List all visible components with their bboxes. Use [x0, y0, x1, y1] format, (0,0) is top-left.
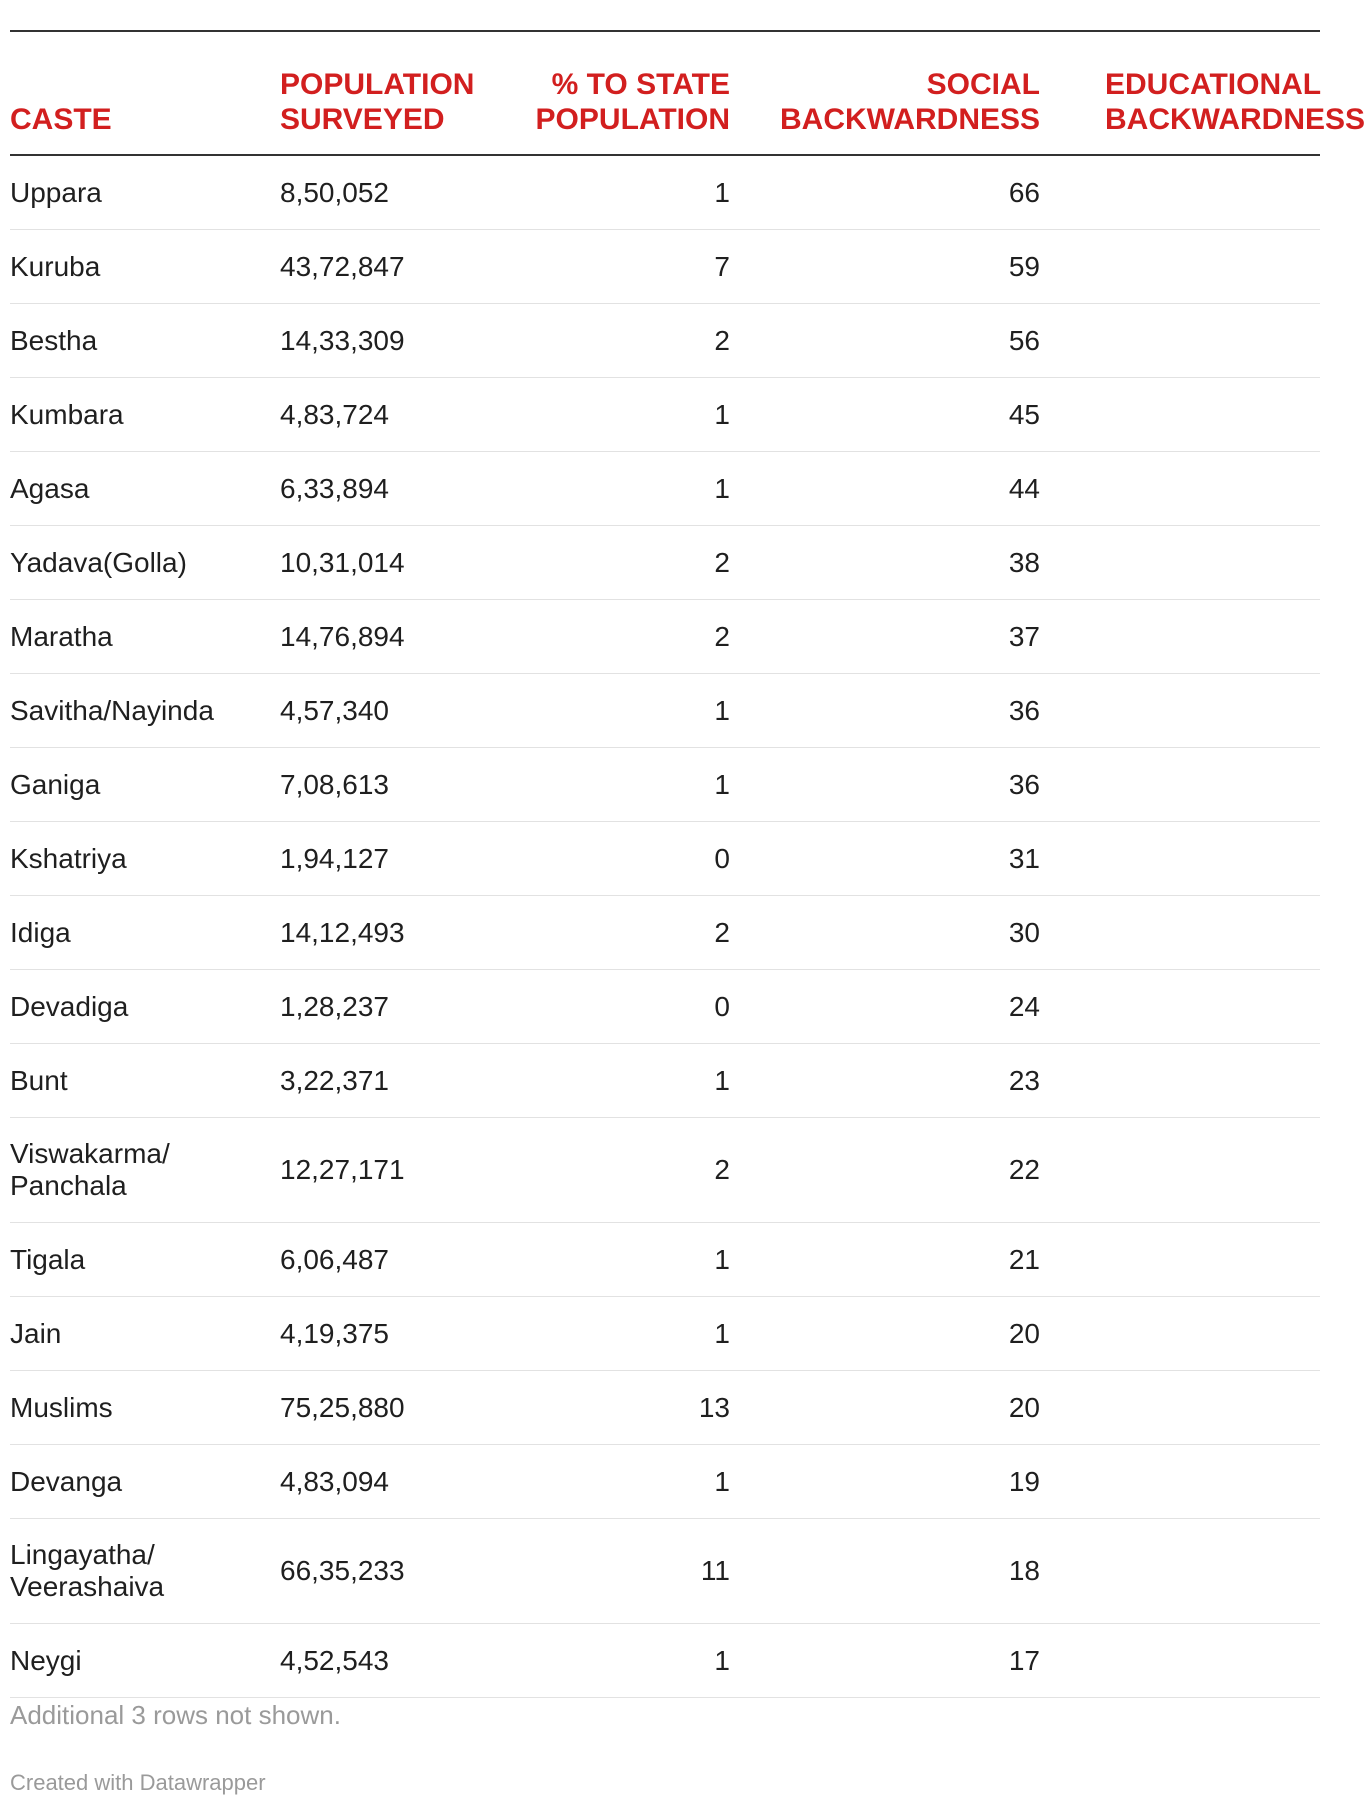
cell-percent: 1: [714, 176, 730, 208]
cell-educational-backwardness: [1040, 526, 1320, 600]
column-header-educational[interactable]: EDUCATIONAL BACKWARDNESS: [1105, 68, 1365, 136]
cell-social-backwardness: 21: [1008, 1243, 1040, 1275]
cell-population: 3,22,371: [280, 1064, 389, 1096]
cell-caste: Devadiga: [10, 990, 129, 1022]
cell-caste: Devanga: [10, 1465, 123, 1497]
cell-population: 12,27,171: [280, 1154, 405, 1185]
cell-educational-backwardness: [1040, 1519, 1320, 1624]
cell-population: 6,33,894: [280, 472, 389, 504]
cell-population: 1,94,127: [280, 842, 389, 874]
cell-social-backwardness: 44: [1008, 472, 1040, 504]
cell-educational-backwardness: [1040, 1624, 1320, 1698]
cell-social-backwardness: 30: [1008, 916, 1040, 948]
cell-population: 14,76,894: [280, 620, 405, 652]
cell-population: 7,08,613: [280, 768, 389, 800]
cell-percent: 0: [714, 990, 730, 1022]
cell-caste: Maratha: [10, 620, 113, 652]
cell-educational-backwardness: [1040, 1223, 1320, 1297]
cell-educational-backwardness: [1040, 230, 1320, 304]
datawrapper-credit[interactable]: Created with Datawrapper: [10, 1770, 266, 1795]
table-row: [10, 674, 1320, 748]
cell-caste: Bestha: [10, 324, 98, 356]
cell-population: 4,57,340: [280, 694, 389, 726]
cell-percent: 1: [714, 768, 730, 800]
column-header-social[interactable]: SOCIAL BACKWARDNESS: [780, 68, 1041, 136]
table-row: [10, 1445, 1320, 1519]
cell-population: 43,72,847: [280, 250, 405, 282]
cell-social-backwardness: 37: [1008, 620, 1040, 652]
cell-social-backwardness: 66: [1008, 176, 1040, 208]
table-row: [10, 1118, 1320, 1223]
cell-social-backwardness: 24: [1008, 990, 1040, 1022]
cell-social-backwardness: 59: [1008, 250, 1040, 282]
cell-percent: 1: [714, 1243, 730, 1275]
table-row: [10, 970, 1320, 1044]
cell-social-backwardness: 18: [1008, 1555, 1040, 1586]
cell-caste: Idiga: [10, 916, 71, 948]
cell-percent: 2: [714, 1154, 730, 1185]
data-table-container: [10, 30, 1365, 1698]
cell-social-backwardness: 56: [1008, 324, 1040, 356]
cell-social-backwardness: 36: [1008, 768, 1040, 800]
cell-caste: Muslims: [10, 1391, 113, 1423]
cell-caste: Yadava(Golla): [10, 546, 187, 578]
header-row: [10, 31, 1320, 155]
cell-percent: 1: [714, 1317, 730, 1349]
cell-percent: 2: [714, 546, 730, 578]
cell-educational-backwardness: [1040, 822, 1320, 896]
cell-percent: 1: [714, 398, 730, 430]
cell-percent: 2: [714, 620, 730, 652]
cell-social-backwardness: 31: [1008, 842, 1040, 874]
cell-percent: 7: [714, 250, 730, 282]
table-row: [10, 1624, 1320, 1698]
cell-percent: 1: [714, 472, 730, 504]
cell-population: 14,12,493: [280, 916, 405, 948]
table-row: [10, 822, 1320, 896]
cell-percent: 11: [700, 1555, 730, 1586]
cell-percent: 2: [714, 324, 730, 356]
cell-social-backwardness: 22: [1008, 1154, 1040, 1185]
cell-population: 4,19,375: [280, 1317, 389, 1349]
cell-caste: Ganiga: [10, 768, 101, 800]
cell-educational-backwardness: [1040, 600, 1320, 674]
cell-educational-backwardness: [1040, 1297, 1320, 1371]
table-row: [10, 526, 1320, 600]
cell-educational-backwardness: [1040, 1371, 1320, 1445]
table-row: [10, 452, 1320, 526]
column-header-population[interactable]: POPULATION SURVEYED: [280, 68, 475, 136]
cell-percent: 13: [698, 1391, 730, 1423]
cell-social-backwardness: 20: [1008, 1391, 1040, 1423]
table-row: [10, 378, 1320, 452]
cell-percent: 2: [714, 916, 730, 948]
cell-educational-backwardness: [1040, 970, 1320, 1044]
footnote-rows-hidden: Additional 3 rows not shown.: [10, 1700, 341, 1730]
cell-caste: Kuruba: [10, 250, 101, 282]
cell-educational-backwardness: [1040, 896, 1320, 970]
cell-caste: Kshatriya: [10, 842, 127, 874]
cell-educational-backwardness: [1040, 748, 1320, 822]
table-row: [10, 1371, 1320, 1445]
table-row: [10, 155, 1320, 230]
cell-educational-backwardness: [1040, 1044, 1320, 1118]
caste-table: [10, 30, 1365, 1698]
cell-population: 4,52,543: [280, 1644, 389, 1676]
table-body: [10, 155, 1320, 1698]
cell-population: 4,83,724: [280, 398, 389, 430]
cell-percent: 0: [714, 842, 730, 874]
table-row: [10, 748, 1320, 822]
cell-educational-backwardness: [1040, 1445, 1320, 1519]
table-row: [10, 1519, 1320, 1624]
table-row: [10, 304, 1320, 378]
cell-caste: Viswakarma/ Panchala: [10, 1138, 170, 1201]
cell-social-backwardness: 45: [1008, 398, 1040, 430]
cell-population: 75,25,880: [280, 1391, 405, 1423]
cell-social-backwardness: 17: [1008, 1644, 1040, 1676]
cell-population: 8,50,052: [280, 176, 389, 208]
cell-population: 10,31,014: [280, 546, 405, 578]
cell-social-backwardness: 20: [1008, 1317, 1040, 1349]
cell-caste: Neygi: [10, 1644, 82, 1676]
cell-social-backwardness: 38: [1008, 546, 1040, 578]
cell-population: 1,28,237: [280, 990, 389, 1022]
table-row: [10, 1044, 1320, 1118]
cell-caste: Savitha/Nayinda: [10, 694, 214, 726]
table-row: [10, 1223, 1320, 1297]
column-header-caste[interactable]: CASTE: [10, 103, 112, 136]
table-row: [10, 600, 1320, 674]
cell-social-backwardness: 36: [1008, 694, 1040, 726]
table-row: [10, 1297, 1320, 1371]
cell-caste: Kumbara: [10, 398, 124, 430]
cell-educational-backwardness: [1040, 155, 1320, 230]
cell-caste: Tigala: [10, 1243, 86, 1275]
cell-educational-backwardness: [1040, 452, 1320, 526]
cell-social-backwardness: 23: [1008, 1064, 1040, 1096]
cell-percent: 1: [714, 1064, 730, 1096]
cell-educational-backwardness: [1040, 674, 1320, 748]
cell-caste: Bunt: [10, 1064, 68, 1096]
cell-percent: 1: [714, 1644, 730, 1676]
cell-population: 66,35,233: [280, 1555, 405, 1586]
cell-population: 6,06,487: [280, 1243, 389, 1275]
cell-educational-backwardness: [1040, 378, 1320, 452]
cell-caste: Agasa: [10, 472, 90, 504]
cell-percent: 1: [714, 1465, 730, 1497]
cell-caste: Lingayatha/ Veerashaiva: [10, 1539, 165, 1602]
table-row: [10, 230, 1320, 304]
cell-caste: Uppara: [10, 176, 102, 208]
column-header-percent[interactable]: % TO STATE POPULATION: [535, 68, 730, 136]
cell-educational-backwardness: [1040, 304, 1320, 378]
table-header: [10, 31, 1365, 155]
cell-social-backwardness: 19: [1008, 1465, 1040, 1497]
cell-educational-backwardness: [1040, 1118, 1320, 1223]
cell-percent: 1: [714, 694, 730, 726]
table-row: [10, 896, 1320, 970]
cell-caste: Jain: [10, 1317, 62, 1349]
cell-population: 4,83,094: [280, 1465, 389, 1497]
cell-population: 14,33,309: [280, 324, 405, 356]
